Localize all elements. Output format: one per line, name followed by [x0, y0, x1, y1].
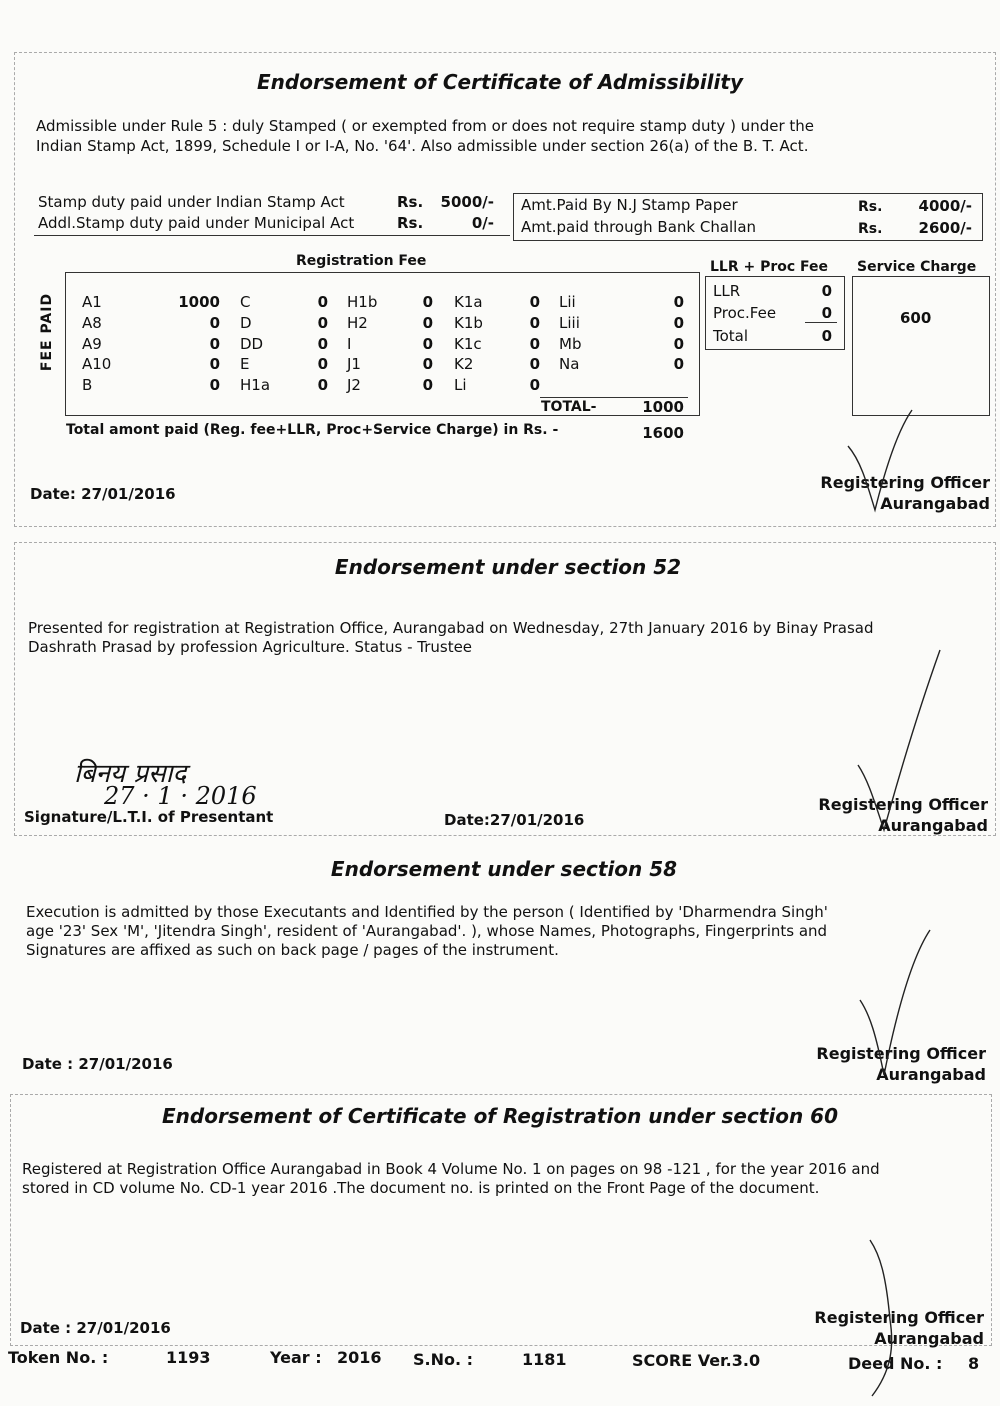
fee-code-lii: Lii [559, 293, 576, 311]
section-58-title: Endorsement under section 58 [330, 857, 678, 881]
fee-value-c: 0 [317, 293, 328, 311]
officer-title: Registering Officer [820, 473, 990, 492]
fee-value-k1c: 0 [529, 335, 540, 353]
officer-signature-2 [858, 650, 940, 830]
service-charge-title: Service Charge [857, 259, 977, 275]
fee-value-h1b: 0 [422, 293, 433, 311]
fee-value-k1b: 0 [529, 314, 540, 332]
section-52-line-2: Dashrath Prasad by profession Agriculture. Status - Trustee [28, 638, 473, 656]
fee-code-h2: H2 [347, 314, 368, 332]
fee-total-value: 1000 [642, 398, 684, 416]
fee-code-li: Li [454, 376, 467, 394]
presentant-signature-date: 27 · 1 · 2016 [104, 782, 257, 810]
fee-code-na: Na [559, 355, 580, 373]
fee-code-k2: K2 [454, 355, 474, 373]
officer-place: Aurangabad [880, 494, 990, 513]
fee-value-e: 0 [317, 355, 328, 373]
fee-code-k1b: K1b [454, 314, 483, 332]
officer-signature-1 [848, 410, 912, 510]
fee-code-i: I [347, 335, 352, 353]
stamp-duty-value: 5000/- [440, 193, 494, 211]
addl-stamp-label: Addl.Stamp duty paid under Municipal Act [38, 214, 355, 232]
officer-signature-3 [860, 930, 930, 1075]
section-52-line-1: Presented for registration at Registration Office, Aurangabad on Wednesday, 27th January 2016 by Binay Prasad [28, 619, 874, 637]
officer-signature-4 [870, 1240, 892, 1396]
bank-challan-value: 2600/- [918, 219, 972, 237]
nj-stamp-rs: Rs. [858, 199, 883, 215]
admissibility-line-2: Indian Stamp Act, 1899, Schedule I or I-A, No. '64'. Also admissible under section 26(a) of the B. T. Act. [36, 137, 809, 155]
service-charge-value: 600 [900, 309, 932, 327]
fee-code-j2: J2 [347, 376, 361, 394]
section-60-title: Endorsement of Certificate of Registration under section 60 [162, 1104, 838, 1128]
fee-value-i: 0 [422, 335, 433, 353]
officer-place: Aurangabad [876, 1065, 986, 1084]
registration-fee-title: Registration Fee [296, 253, 427, 269]
fee-code-liii: Liii [559, 314, 580, 332]
presentant-signature: बिनय प्रसाद [74, 759, 187, 789]
llr-proc-title: LLR + Proc Fee [710, 259, 829, 275]
proc-fee-value: 0 [821, 304, 832, 322]
fee-value-na: 0 [673, 355, 684, 373]
fee-code-h1a: H1a [240, 376, 271, 394]
fee-value-h1a: 0 [317, 376, 328, 394]
stamp-duty-rs: Rs. [397, 193, 424, 211]
section-58-line-1: Execution is admitted by those Executants and Identified by the person ( Identified by 'Dharmendra Singh' [26, 903, 828, 921]
fee-value-liii: 0 [673, 314, 684, 332]
officer-place: Aurangabad [878, 816, 988, 835]
token-value: 1193 [166, 1348, 211, 1367]
officer-title: Registering Officer [816, 1044, 986, 1063]
sno-value: 1181 [522, 1350, 567, 1369]
fee-value-d: 0 [317, 314, 328, 332]
fee-code-mb: Mb [559, 335, 582, 353]
officer-title: Registering Officer [814, 1308, 984, 1327]
fee-code-k1c: K1c [454, 335, 482, 353]
section-52-date: Date:27/01/2016 [444, 811, 585, 829]
fee-code-e: E [240, 355, 250, 373]
fee-value-a10: 0 [209, 355, 220, 373]
section-58-date: Date : 27/01/2016 [22, 1055, 173, 1073]
year-label: Year : [270, 1348, 322, 1367]
fee-value-lii: 0 [673, 293, 684, 311]
signature-label: Signature/L.T.I. of Presentant [24, 808, 274, 826]
section-60-line-2: stored in CD volume No. CD-1 year 2016 .The document no. is printed on the Front Page of the document. [22, 1179, 820, 1197]
score-version: SCORE Ver.3.0 [632, 1351, 761, 1370]
section-60-line-1: Registered at Registration Office Aurangabad in Book 4 Volume No. 1 on pages on 98 -121 , for the year 2016 and [22, 1160, 880, 1178]
fee-code-a1: A1 [82, 293, 102, 311]
fee-value-k1a: 0 [529, 293, 540, 311]
fee-paid-label: FEE PAID [39, 292, 55, 372]
deed-label: Deed No. : [848, 1354, 943, 1373]
fee-value-a1: 1000 [178, 293, 220, 311]
section-60-date: Date : 27/01/2016 [20, 1319, 171, 1337]
fee-value-j2: 0 [422, 376, 433, 394]
nj-stamp-label: Amt.Paid By N.J Stamp Paper [521, 196, 738, 214]
llr-total-label: Total [713, 327, 749, 345]
fee-value-k2: 0 [529, 355, 540, 373]
sno-label: S.No. : [413, 1350, 474, 1369]
section-58-line-3: Signatures are affixed as such on back page / pages of the instrument. [26, 941, 559, 959]
grand-total-value: 1600 [642, 424, 684, 442]
fee-value-h2: 0 [422, 314, 433, 332]
nj-stamp-value: 4000/- [918, 197, 972, 215]
fee-code-b: B [82, 376, 93, 394]
year-value: 2016 [337, 1348, 382, 1367]
fee-code-k1a: K1a [454, 293, 483, 311]
fee-code-a10: A10 [82, 355, 112, 373]
officer-place: Aurangabad [874, 1329, 984, 1348]
officer-title: Registering Officer [818, 795, 988, 814]
fee-code-d: D [240, 314, 252, 332]
llr-value: 0 [821, 282, 832, 300]
fee-value-b: 0 [209, 376, 220, 394]
stamp-duty-label: Stamp duty paid under Indian Stamp Act [38, 193, 345, 211]
fee-code-a8: A8 [82, 314, 102, 332]
fee-value-a9: 0 [209, 335, 220, 353]
grand-total-label: Total amont paid (Reg. fee+LLR, Proc+Service Charge) in Rs. - [66, 422, 559, 438]
fee-code-a9: A9 [82, 335, 102, 353]
fee-value-dd: 0 [317, 335, 328, 353]
section-52-title: Endorsement under section 52 [334, 555, 682, 579]
fee-code-j1: J1 [347, 355, 361, 373]
llr-label: LLR [713, 282, 741, 300]
admissibility-title: Endorsement of Certificate of Admissibility [257, 70, 743, 94]
addl-stamp-rs: Rs. [397, 214, 424, 232]
fee-total-label: TOTAL- [541, 399, 597, 415]
bank-challan-rs: Rs. [858, 221, 883, 237]
bank-challan-label: Amt.paid through Bank Challan [521, 218, 757, 236]
fee-value-li: 0 [529, 376, 540, 394]
admissibility-line-1: Admissible under Rule 5 : duly Stamped ( or exempted from or does not require stamp duty ) under the [36, 117, 815, 135]
llr-total-value: 0 [821, 327, 832, 345]
token-label: Token No. : [8, 1348, 109, 1367]
fee-value-mb: 0 [673, 335, 684, 353]
section-58-line-2: age '23' Sex 'M', 'Jitendra Singh', resident of 'Aurangabad'. ), whose Names, Photographs, Fingerprints and [26, 922, 828, 940]
fee-value-a8: 0 [209, 314, 220, 332]
addl-stamp-value: 0/- [471, 214, 494, 232]
proc-fee-label: Proc.Fee [713, 304, 777, 322]
fee-value-j1: 0 [422, 355, 433, 373]
deed-value: 8 [968, 1354, 980, 1373]
fee-code-h1b: H1b [347, 293, 378, 311]
fee-code-dd: DD [240, 335, 264, 353]
admissibility-date: Date: 27/01/2016 [30, 485, 176, 503]
fee-code-c: C [240, 293, 251, 311]
